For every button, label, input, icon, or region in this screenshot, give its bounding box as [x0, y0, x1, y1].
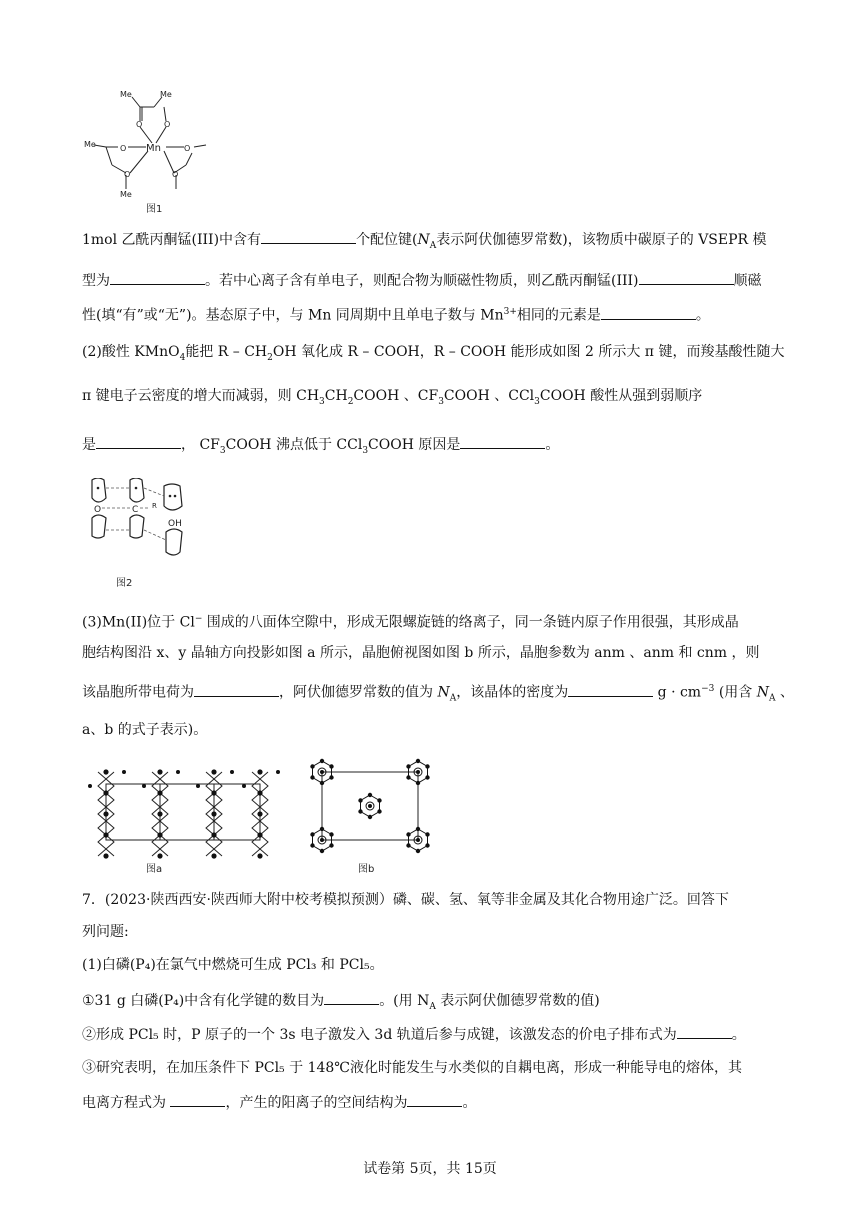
answer-blank[interactable] [324, 990, 379, 1005]
fig2-label-o: O [94, 505, 102, 515]
q6-part1-line3: 性(填“有”或“无”)。基态原子中，与 Mn 同周期中且单电子数与 $Mn^{3+}$相同的元素是 。 [82, 302, 710, 326]
fig1-label-me-4: Me [120, 190, 132, 199]
figure-a-chains [84, 766, 284, 862]
answer-blank[interactable] [194, 682, 279, 697]
q7-stem-line2: 列问题: [82, 924, 129, 940]
figure-2-pi-bond [84, 478, 194, 568]
fig2-label-oh: OH [168, 519, 182, 529]
fig1-label-o-5: O [124, 170, 131, 179]
q7-part1-item3-line1: ③研究表明，在加压条件下 PCl₅ 于 148℃液化时能发生与水类似的自耦电离，形成一种能导电的熔体，其 [82, 1060, 742, 1076]
q6-part2-line1: (2)酸性 KMnO$_4$能把 R – $CH_2OH$ 氧化成 R – COOH，R – COOH 能形成如图 2 所示大 π 键，而羧基酸性随大 [82, 344, 785, 363]
q7-part1-item2: ②形成 PCl₅ 时，P 原子的一个 3s 电子激发入 3d 轨道后参与成键，该激发态的价电子排布式为 。 [82, 1024, 746, 1045]
q7-stem-line1: 7．(2023·陕西西安·陕西师大附中校考模拟预测）磷、碳、氢、氧等非金属及其化合物用途广泛。回答下 [82, 892, 729, 908]
q6-part3-line3: 该晶胞所带电荷为 ，阿伏伽德罗常数的值为 $N_A$，该晶体的密度为 $g \cdot cm^{-3}$ (用含 $N_A$ 、 [82, 679, 794, 708]
answer-blank[interactable] [261, 229, 356, 244]
q7-part1-item1: ①31 g 白磷(P₄)中含有化学键的数目为 。(用 $N_A$ 表示阿伏伽德罗常数的值) [82, 990, 600, 1017]
fig2-label-r: R [152, 502, 157, 510]
q6-part1-line1: 1mol 乙酰丙酮锰(III)中含有 个配位键($N_A$表示阿伏伽德罗常数)，该物质中碳原子的 VSEPR 模 [82, 229, 767, 256]
answer-blank[interactable] [110, 270, 205, 285]
q6-part2-line2: π 键电子云密度的增大而减弱，则 $CH_3CH_2COOH$ 、$CF_3COOH$ 、CCl$_3$COOH 酸性从强到弱顺序 [82, 388, 703, 407]
fig1-label-o-1: O [136, 120, 143, 129]
answer-blank[interactable] [601, 305, 696, 320]
fig1-label-me-1: Me [120, 90, 132, 99]
q7-part1-intro: (1)白磷(P₄)在氯气中燃烧可生成 PCl₃ 和 PCl₅。 [82, 957, 384, 973]
answer-blank[interactable] [96, 434, 181, 449]
fig1-label-o-2: O [164, 120, 171, 129]
fig1-label-o-4: O [184, 144, 191, 153]
answer-blank[interactable] [407, 1092, 462, 1107]
q7-part1-item3-line2: 电离方程式为 ，产生的阳离子的空间结构为 。 [82, 1092, 476, 1113]
figure-2-caption: 图2 [116, 578, 133, 589]
figure-1-caption: 图1 [146, 204, 163, 215]
answer-blank[interactable] [639, 270, 734, 285]
answer-blank[interactable] [568, 682, 653, 697]
fig1-label-o-3: O [120, 144, 127, 153]
page-footer: 试卷第 5页，共 15页 [363, 1161, 497, 1177]
figure-b-caption: 图b [358, 864, 375, 875]
fig1-label-mn: Mn [146, 143, 161, 154]
answer-blank[interactable] [677, 1024, 732, 1039]
fig1-label-o-6: O [172, 170, 179, 179]
q6-part3-line2: 胞结构图沿 x、y 晶轴方向投影如图 a 所示，晶胞俯视图如图 b 所示，晶胞参数为 anm 、anm 和 cnm ，则 [82, 645, 760, 661]
fig2-label-c: C [132, 505, 139, 515]
figure-a-caption: 图a [146, 864, 163, 875]
fig1-label-me-3: Me [84, 140, 96, 149]
q6-part2-line3: 是 ， $CF_3COOH$ 沸点低于 CCl$_3$COOH 原因是 。 [82, 434, 559, 461]
q6-part3-line1: (3)Mn(II)位于 Cl− 围成的八面体空隙中，形成无限螺旋链的络离子，同一条链内原子作用很强，其形成晶 [82, 614, 739, 631]
fig1-label-me-2: Me [160, 90, 172, 99]
figure-1-structure [80, 85, 210, 215]
figure-b-top-view [298, 758, 442, 854]
answer-blank[interactable] [460, 434, 545, 449]
q6-part1-line2: 型为 。若中心离子含有单电子，则配合物为顺磁性物质，则乙酰丙酮锰(III) 顺磁 [82, 270, 762, 291]
q6-part3-line4: a、b 的式子表示)。 [82, 722, 208, 738]
answer-blank[interactable] [170, 1092, 225, 1107]
